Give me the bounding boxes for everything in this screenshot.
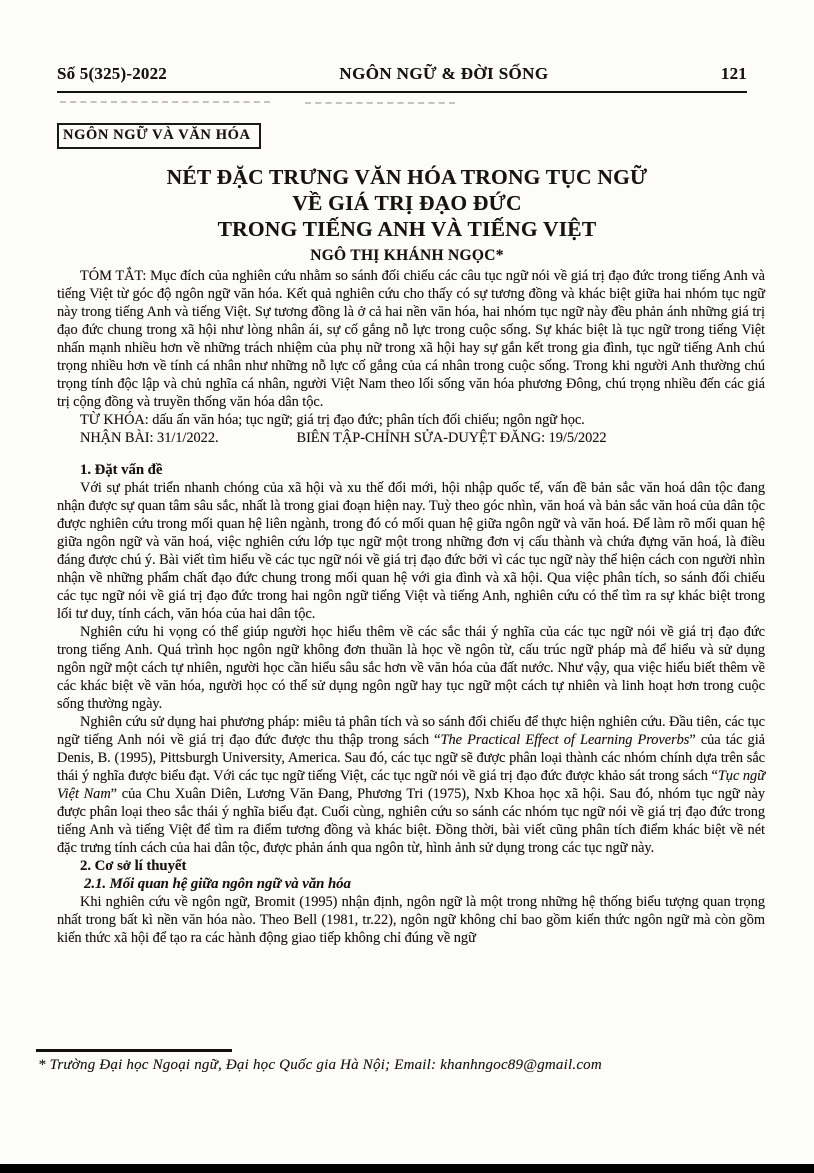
article-title-line: VỀ GIÁ TRỊ ĐẠO ĐỨC [292,191,522,215]
footnote-rule [36,1049,232,1052]
page-header [57,64,747,93]
body-paragraph: Khi nghiên cứu về ngôn ngữ, Bromit (1995) nhận định, ngôn ngữ là một trong những hệ thống biểu tượng quan trọng nhất trong bất kì nền văn hóa nào. Theo Bell (1981, tr.22), ngôn ngữ không chỉ bao gồm kiến thức ngôn ngữ mà còn gồm kiến thức xã hội để tạo ra các hành động giao tiếp không chỉ đúng về ngữ [57,894,765,946]
keywords-label: TỪ KHÓA: [80,412,149,428]
body-paragraph-methods [57,713,765,857]
paragraph-run: ” của Chu Xuân Diên, Lương Văn Đang, Phương Tri (1975), Nxb Khoa học xã hội. Sau đó, nhóm tục ngữ này được phân loại theo sắc thái ý nghĩa biểu đạt. Cuối cùng, nghiên cứu so sánh các nhóm tục ngữ nói về giá trị đạo đức trong tiếng Anh và tiếng Việt để tìm ra điểm tương đồng và khác biệt. Đồng thời, bài viết cũng phân tích điểm khác biệt về nét đặc trưng tính cách của hai dân tộc, được phản ánh qua ngôn từ, hình ảnh sử dụng trong các tục ngữ này. [57,786,765,856]
keywords-line [57,411,765,429]
paragraph-run: Nghiên cứu sử dụng hai phương pháp: miêu tả phân tích và so sánh đối chiếu để thực hiện nghiên cứu. Đầu tiên, các tục ngữ tiếng Anh nói về giá trị đạo đức được thu thập trong sách “ [57,714,765,748]
section-rubric-box [57,123,261,149]
section-heading-1: 1. Đặt vấn đề [80,462,163,478]
received-date: NHẬN BÀI: 31/1/2022. [80,430,219,446]
section-rubric-label: NGÔN NGỮ VÀ VĂN HÓA [63,127,251,143]
article-title [53,164,761,242]
scan-noise-line [305,102,455,104]
article-title-line: NÉT ĐẶC TRƯNG VĂN HÓA TRONG TỤC NGỮ [166,165,648,189]
body-paragraph: Nghiên cứu hi vọng có thể giúp người học hiểu thêm về các sắc thái ý nghĩa của các tục ngữ nói về giá trị đạo đức trong tiếng Anh. Quá trình học ngôn ngữ không đơn thuần là học về ngôn từ, cấu trúc ngữ pháp mà để hiểu và sử dụng ngôn ngữ một cách tự nhiên, người học cần hiểu sâu sắc hơn về văn hóa của đất nước. Như vậy, qua việc hiểu biết thêm về các khác biệt về văn hóa, người học có thể sử dụng ngôn ngữ hay tục ngữ một cách tự nhiên và linh hoạt hơn trong cuộc sống thường ngày. [57,624,765,712]
footnote-affiliation: * Trường Đại học Ngoại ngữ, Đại học Quốc gia Hà Nội; Email: khanhngoc89@gmail.com [38,1057,602,1073]
journal-name: NGÔN NGỮ & ĐỜI SỐNG [339,64,549,83]
abstract-label: TÓM TẮT: [80,268,147,284]
section-heading-2: 2. Cơ sở lí thuyết [80,858,187,874]
dates-line [57,429,765,447]
author-name: NGÔ THỊ KHÁNH NGỌC* [310,247,504,264]
scan-noise-line [60,101,270,103]
keywords-text: dấu ấn văn hóa; tục ngữ; giá trị đạo đức; phân tích đối chiếu; ngôn ngữ học. [152,412,585,428]
body-paragraph: Với sự phát triển nhanh chóng của xã hội và xu thế đổi mới, hội nhập quốc tế, vấn đề bản sắc văn hoá dân tộc đang nhận được sự quan tâm sâu sắc, nhất là trong giai đoạn hiện nay. Tuỳ theo góc nhìn, văn hoá và bản sắc văn hoá của dân tộc được nghiên cứu trong mối quan hệ liên ngành, trong đó có mối quan hệ giữa ngôn ngữ và văn hoá. Để làm rõ mối quan hệ giữa ngôn ngữ và văn hoá, việc nghiên cứu lớp tục ngữ một trong những đơn vị cấu thành và chứa đựng văn hoá, là điều đáng được chú ý. Bài viết tìm hiểu về các tục ngữ nói về giá trị đạo đức bởi vì các tục ngữ này thể hiện cách con người nhìn nhận về những phẩm chất đạo đức chung trong mối quan hệ với gia đình và xã hội. Qua việc phân tích, so sánh đối chiếu các tục ngữ nói về giá trị đạo đức trong hai ngôn ngữ tiếng Việt và tiếng Anh, nghiên cứu có thể tìm ra sự khác biệt trong lối tư duy, tính cách, văn hóa của hai dân tộc. [57,480,765,622]
edited-approved-date: BIÊN TẬP-CHỈNH SỬA-DUYỆT ĐĂNG: 19/5/2022 [296,430,607,446]
issue-number: Số 5(325)-2022 [57,64,167,83]
scanner-edge-artifact [0,1164,814,1173]
article-column [57,267,765,947]
paragraph-run: ” của tác giả Denis, B. (1995), Pittsburgh University, America. Sau đó, các tục ngữ sẽ được phân loại thành các nhóm chính dựa trên sắc thái ý nghĩa được biểu đạt. Với các tục ngữ tiếng Việt, các tục ngữ nói về giá trị đạo đức được khảo sát trong sách “ [57,732,765,784]
page-number: 121 [720,64,747,83]
abstract-paragraph [57,267,765,411]
article-title-line: TRONG TIẾNG ANH VÀ TIẾNG VIỆT [217,217,597,241]
book-title-vietnamese: Tục ngữ Việt Nam [57,768,765,802]
abstract-text: Mục đích của nghiên cứu nhằm so sánh đối chiếu các câu tục ngữ nói về giá trị đạo đức trong tiếng Anh và tiếng Việt từ góc độ ngôn ngữ văn hóa. Kết quả nghiên cứu cho thấy có sự tương đồng và khác biệt giữa hai nhóm tục ngữ này trong tiếng Anh và tiếng Việt. Sự tương đồng là ở cả hai nền văn hóa, hai nhóm tục ngữ này đều phản ánh những giá trị đạo đức chung trong xã hội như lòng nhân ái, sự cố gắng nỗ lực trong cuộc sống. Sự khác biệt là tục ngữ trong tiếng Việt nhấn mạnh nhiều hơn về những trách nhiệm của phụ nữ trong xã hội hay sự gắn kết trong gia đình, tục ngữ tiếng Anh chú trọng nhiều hơn về tính cá nhân như những nỗ lực cố gắng của cá nhân trong cuộc sống. Trong khi người Anh thường chú trọng tính độc lập và chủ nghĩa cá nhân, người Việt Nam theo lối sống văn hóa phương Đông, chú trọng nhiều đến các giá trị cộng đồng và truyền thống văn hóa dân tộc. [57,268,765,410]
section-heading-2-1: 2.1. Mối quan hệ giữa ngôn ngữ và văn hóa [84,876,351,892]
book-title-english: The Practical Effect of Learning Proverbs [440,732,690,748]
